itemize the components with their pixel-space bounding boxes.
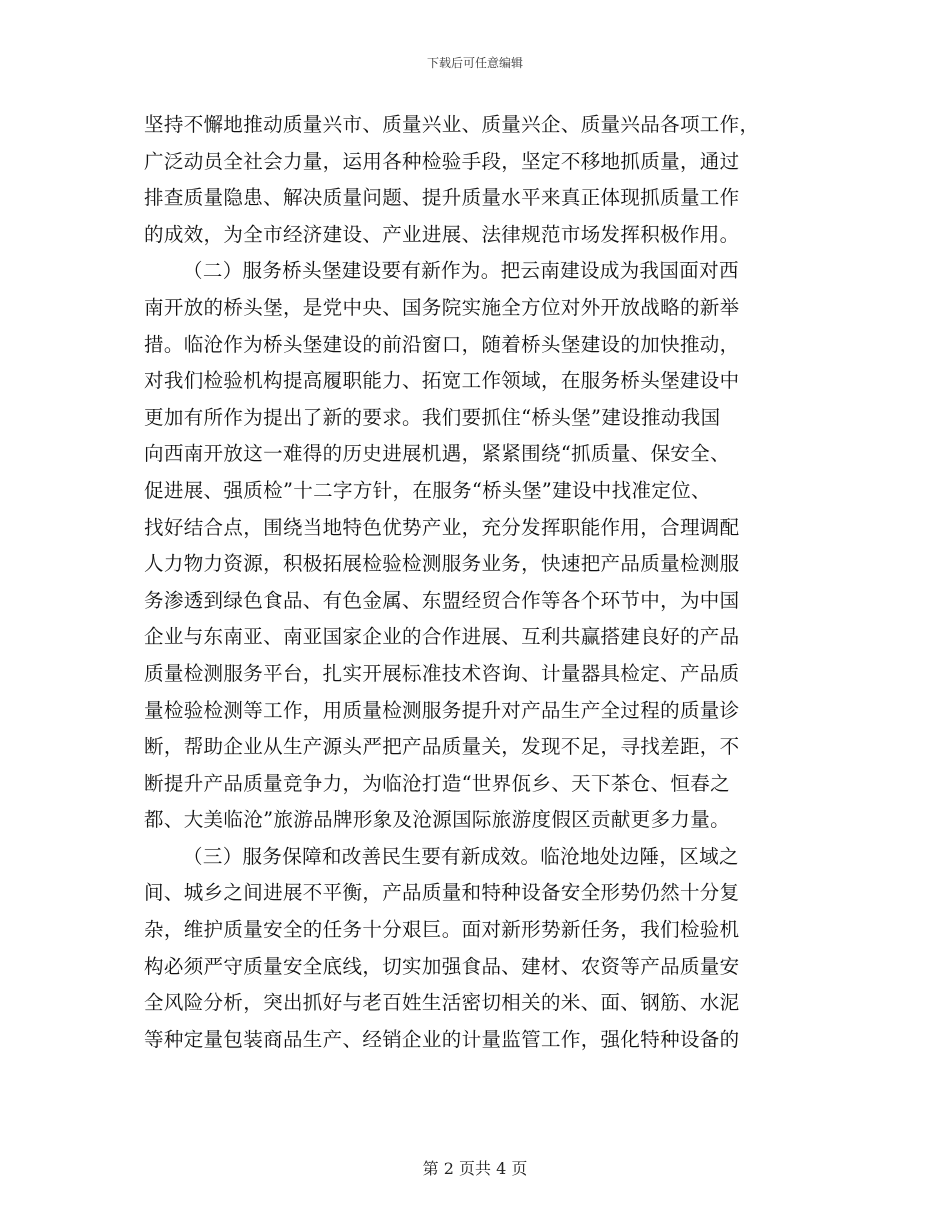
page-footer: 第 2 页共 4 页 [422, 1159, 528, 1178]
text-line: 人力物力资源，积极拓展检验检测服务业务，快速把产品质量检测服 [144, 552, 740, 576]
text-line: 杂，维护质量安全的任务十分艰巨。面对新形势新任务，我们检验机 [144, 918, 740, 942]
text-line: 断，帮助企业从生产源头严把产品质量关，发现不足，寻找差距，不 [144, 735, 740, 759]
text-line: 南开放的桥头堡，是党中央、国务院实施全方位对外开放战略的新举 [144, 295, 740, 319]
text-line: 都、大美临沧”旅游品牌形象及沧源国际旅游度假区贡献更多力量。 [144, 808, 730, 832]
text-line: 坚持不懈地推动质量兴市、质量兴业、质量兴企、质量兴品各项工作， [144, 113, 760, 136]
body-text [144, 107, 806, 1058]
text-line: 措。临沧作为桥头堡建设的前沿窗口，随着桥头堡建设的加快推动， [144, 332, 740, 356]
text-line: 间、城乡之间进展不平衡，产品质量和特种设备安全形势仍然十分复 [144, 881, 740, 905]
page-header: 下载后可任意编辑 [426, 56, 523, 70]
text-line: 对我们检验机构提高履职能力、拓宽工作领域，在服务桥头堡建设中 [144, 369, 740, 393]
text-line: 的成效，为全市经济建设、产业进展、法律规范市场发挥积极作用。 [144, 222, 740, 246]
text-line: 量检验检测等工作，用质量检测服务提升对产品生产全过程的质量诊 [144, 698, 740, 722]
text-line: 更加有所作为提出了新的要求。我们要抓住“桥头堡”建设推动我国 [144, 405, 721, 429]
text-line: 广泛动员全社会力量，运用各种检验手段，坚定不移地抓质量，通过 [144, 149, 740, 173]
text-line: 等种定量包装商品生产、经销企业的计量监管工作，强化特种设备的 [144, 1027, 740, 1051]
text-line: 务渗透到绿色食品、有色金属、东盟经贸合作等各个环节中，为中国 [144, 588, 740, 612]
text-line: 找好结合点，围绕当地特色优势产业，充分发挥职能作用，合理调配 [144, 515, 740, 539]
text-line: 质量检测服务平台，扎实开展标准技术咨询、计量器具检定、产品质 [144, 661, 740, 685]
text-line: 排查质量隐患、解决质量问题、提升质量水平来真正体现抓质量工作 [144, 186, 740, 210]
text-line: 断提升产品质量竞争力，为临沧打造“世界佤乡、天下茶仓、恒春之 [144, 771, 730, 795]
text-line: 企业与东南亚、南亚国家企业的合作进展、互利共赢搭建良好的产品 [144, 625, 740, 649]
paragraph-start-line: （二）服务桥头堡建设要有新作为。把云南建设成为我国面对西 [183, 259, 739, 283]
text-line: 全风险分析，突出抓好与老百姓生活密切相关的米、面、钢筋、水泥 [144, 991, 740, 1015]
paragraph-start-line: （三）服务保障和改善民生要有新成效。临沧地处边陲，区域之 [183, 844, 739, 868]
text-line: 构必须严守质量安全底线，切实加强食品、建材、农资等产品质量安 [144, 954, 740, 978]
text-line: 促进展、强质检”十二字方针，在服务“桥头堡”建设中找准定位、 [144, 478, 711, 502]
text-line: 向西南开放这一难得的历史进展机遇，紧紧围绕“抓质量、保安全、 [144, 442, 730, 466]
